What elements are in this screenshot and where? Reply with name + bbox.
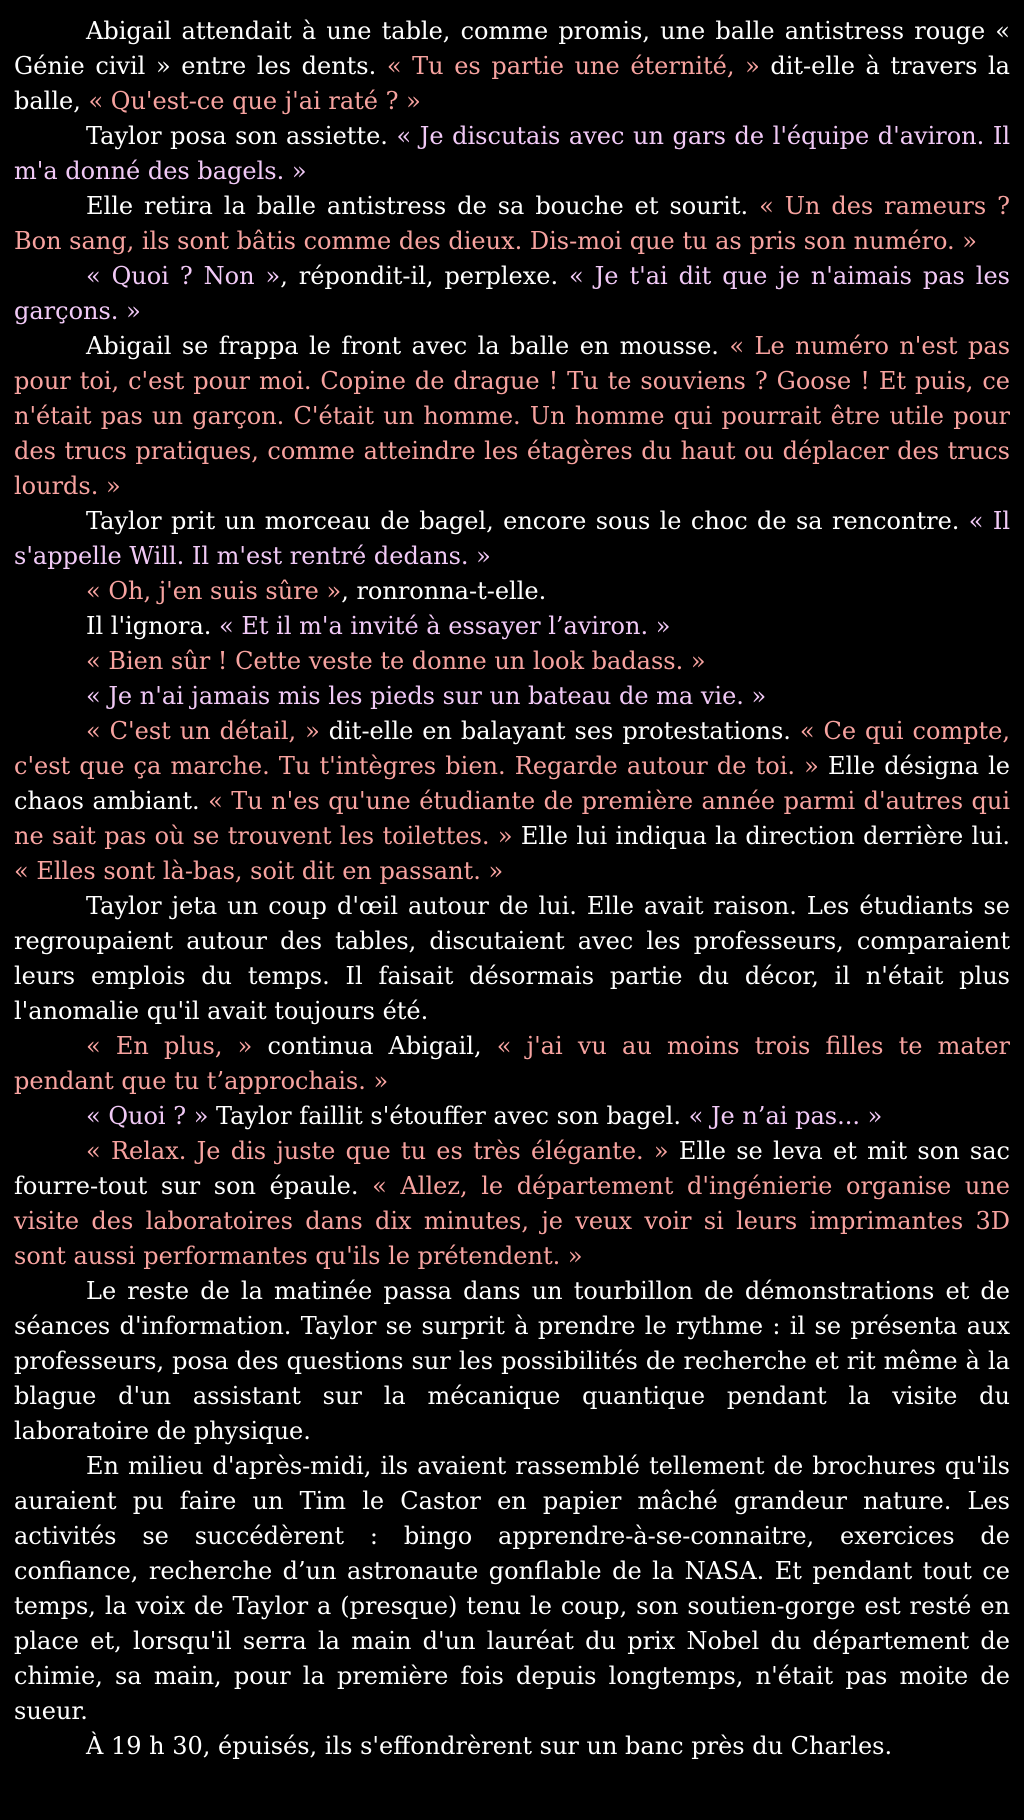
abigail-speech: « Le numéro n'est pas pour toi, c'est pour moi. Copine de drague ! Tu te souviens ? Goose ! Et puis, ce n'était pas un garçon. C'était un homme. Un homme qui pourrait être utile pour des trucs pratiques, comme atteindre les étagères du haut ou déplacer des trucs lourds. » xyxy=(14,332,1011,500)
paragraph xyxy=(14,119,1010,189)
abigail-speech: « En plus, » xyxy=(86,1032,253,1060)
abigail-speech: « Bien sûr ! Cette veste te donne un look badass. » xyxy=(86,647,706,675)
narration: Abigail attendait à une table, comme promis, une balle antistress rouge « Génie civil » entre les dents. xyxy=(14,17,1010,80)
narration: Taylor prit un morceau de bagel, encore sous le choc de sa rencontre. xyxy=(86,507,969,535)
taylor-speech: « Je n'ai jamais mis les pieds sur un bateau de ma vie. » xyxy=(86,682,767,710)
paragraph xyxy=(14,1029,1010,1099)
narration: Taylor posa son assiette. xyxy=(86,122,397,150)
narration: Elle désigna le chaos ambiant. xyxy=(14,752,1010,815)
abigail-speech: « C'est un détail, » xyxy=(86,717,320,745)
paragraph xyxy=(14,1134,1010,1274)
paragraph xyxy=(14,1729,1010,1764)
narration: , ronronna-t-elle. xyxy=(341,577,547,605)
narration: , répondit-il, perplexe. xyxy=(280,262,570,290)
story-text xyxy=(14,14,1010,1764)
paragraph xyxy=(14,609,1010,644)
paragraph xyxy=(14,189,1010,259)
abigail-speech: « Relax. Je dis juste que tu es très élégante. » xyxy=(86,1137,669,1165)
abigail-speech: « Ce qui compte, c'est que ça marche. Tu t'intègres bien. Regarde autour de toi. » xyxy=(14,717,1011,780)
abigail-speech: « Tu n'es qu'une étudiante de première année parmi d'autres qui ne sait pas où se trouvent les toilettes. » xyxy=(14,787,1010,850)
taylor-speech: « Quoi ? Non » xyxy=(86,262,281,290)
narration: Elle se leva et mit son sac fourre-tout sur son épaule. xyxy=(14,1137,1010,1200)
narration: Abigail se frappa le front avec la balle en mousse. xyxy=(86,332,730,360)
paragraph xyxy=(14,889,1010,1029)
paragraph xyxy=(14,1099,1010,1134)
paragraph xyxy=(14,679,1010,714)
paragraph xyxy=(14,504,1010,574)
abigail-speech: « j'ai vu au moins trois filles te mater pendant que tu t’approchais. » xyxy=(14,1032,1010,1095)
narration: Elle lui indiqua la direction derrière lui. xyxy=(512,822,1010,850)
narration: dit-elle à travers la balle, xyxy=(14,52,1010,115)
paragraph xyxy=(14,329,1010,504)
narration: Il l'ignora. xyxy=(86,612,220,640)
paragraph xyxy=(14,1449,1010,1729)
taylor-speech: « Et il m'a invité à essayer l’aviron. » xyxy=(219,612,671,640)
narration: En milieu d'après-midi, ils avaient rassemblé tellement de brochures qu'ils auraient pu faire un Tim le Castor en papier mâché grandeur nature. Les activités se succédèrent : bingo apprendre-à-se-connaitre, exercices de confiance, recherche d’un astronaute gonflable de la NASA. Et pendant tout ce temps, la voix de Taylor a (presque) tenu le coup, son soutien-gorge est resté en place et, lorsqu'il serra la main d'un lauréat du prix Nobel du département de chimie, sa main, pour la première fois depuis longtemps, n'était pas moite de sueur. xyxy=(14,1452,1010,1725)
paragraph xyxy=(14,574,1010,609)
narration: Taylor jeta un coup d'œil autour de lui. Elle avait raison. Les étudiants se regroupaient autour des tables, discutaient avec les professeurs, comparaient leurs emplois du temps. Il faisait désormais partie du décor, il n'était plus l'anomalie qu'il avait toujours été. xyxy=(14,892,1010,1025)
taylor-speech: « Il s'appelle Will. Il m'est rentré dedans. » xyxy=(14,507,1011,570)
narration: Elle retira la balle antistress de sa bouche et sourit. xyxy=(86,192,760,220)
paragraph xyxy=(14,1274,1010,1449)
narration: Taylor faillit s'étouffer avec son bagel. xyxy=(208,1102,689,1130)
taylor-speech: « Quoi ? » xyxy=(86,1102,209,1130)
taylor-speech: « Je n’ai pas... » xyxy=(688,1102,883,1130)
paragraph xyxy=(14,644,1010,679)
narration: Le reste de la matinée passa dans un tourbillon de démonstrations et de séances d'information. Taylor se surprit à prendre le rythme : il se présenta aux professeurs, posa des questions sur les possibilités de recherche et rit même à la blague d'un assistant sur la mécanique quantique pendant la visite du laboratoire de physique. xyxy=(14,1277,1010,1445)
taylor-speech: « Je t'ai dit que je n'aimais pas les garçons. » xyxy=(14,262,1010,325)
paragraph xyxy=(14,259,1010,329)
narration: dit-elle en balayant ses protestations. xyxy=(319,717,800,745)
abigail-speech: « Qu'est-ce que j'ai raté ? » xyxy=(88,87,421,115)
paragraph xyxy=(14,14,1010,119)
abigail-speech: « Allez, le département d'ingénierie organise une visite des laboratoires dans dix minutes, je veux voir si leurs imprimantes 3D sont aussi performantes qu'ils le prétendent. » xyxy=(14,1172,1010,1270)
paragraph xyxy=(14,714,1010,889)
abigail-speech: « Un des rameurs ? Bon sang, ils sont bâtis comme des dieux. Dis-moi que tu as pris son numéro. » xyxy=(14,192,1011,255)
abigail-speech: « Oh, j'en suis sûre » xyxy=(86,577,342,605)
narration: À 19 h 30, épuisés, ils s'effondrèrent sur un banc près du Charles. xyxy=(86,1732,893,1760)
taylor-speech: « Je discutais avec un gars de l'équipe d'aviron. Il m'a donné des bagels. » xyxy=(14,122,1010,185)
abigail-speech: « Elles sont là-bas, soit dit en passant. » xyxy=(14,857,504,885)
narration: continua Abigail, xyxy=(252,1032,497,1060)
abigail-speech: « Tu es partie une éternité, » xyxy=(386,52,760,80)
